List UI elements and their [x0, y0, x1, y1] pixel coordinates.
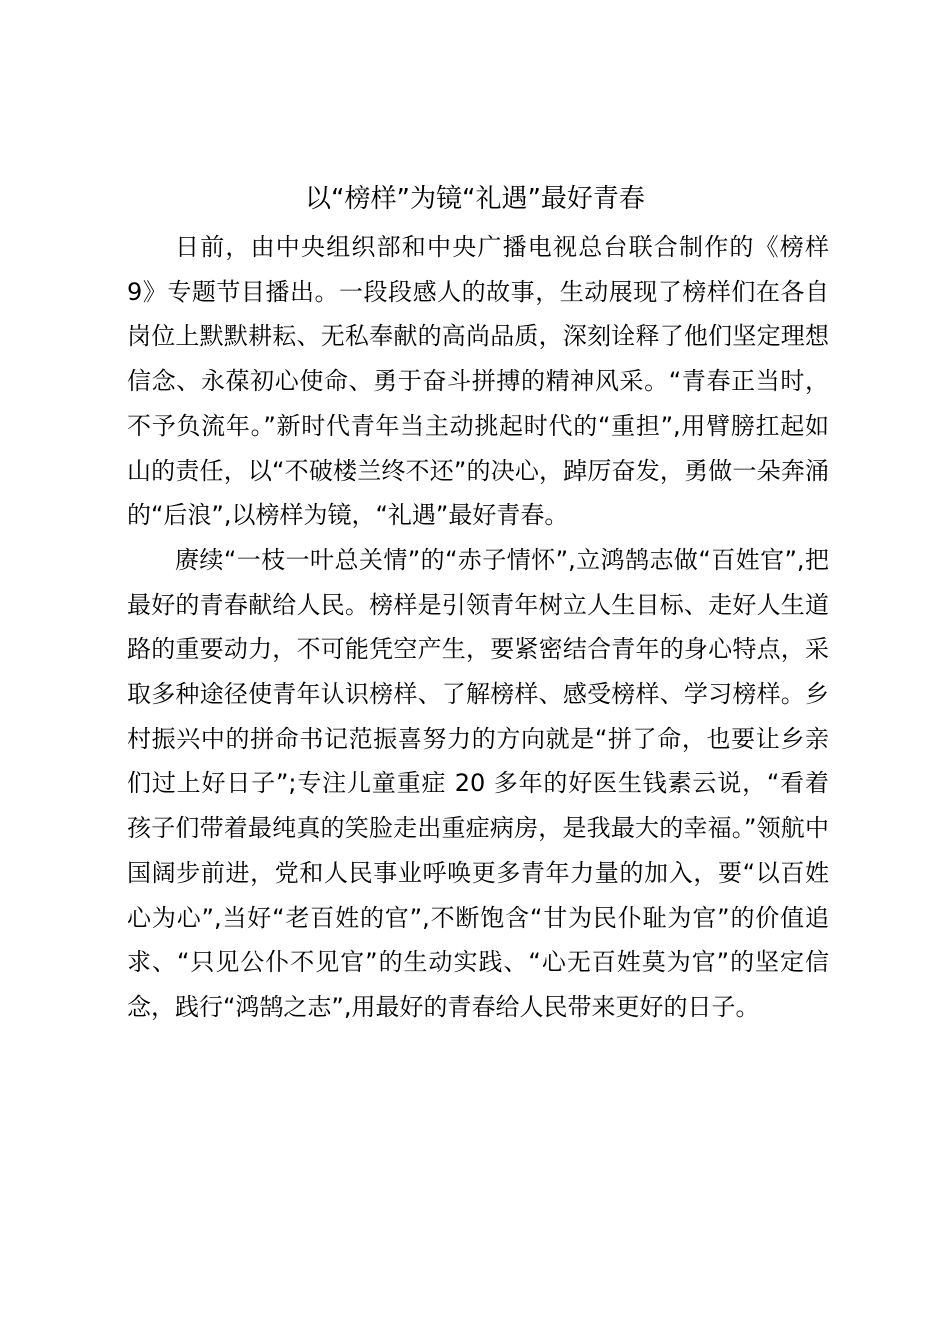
paragraph-2: 赓续“一枝一叶总关情”的“赤子情怀”,立鸿鹄志做“百姓官”,把最好的青春献给人民。榜样是引领青年树立人生目标、走好人生道路的重要动力，不可能凭空产生，要紧密结合青年的身心特点，采取多种途径使青年认识榜样、了解榜样、感受榜样、学习榜样。乡村振兴中的拼命书记范振喜努力的方向就是“拼了命，也要让乡亲们过上好日子”;专注儿童重症 20 多年的好医生钱素云说，“看着孩子们带着最纯真的笑脸走出重症病房，是我最大的幸福。”领航中国阔步前进，党和人民事业呼唤更多青年力量的加入，要“以百姓心为心”,当好“老百姓的官”,不断饱含“甘为民仆耻为官”的价值追求、“只见公仆不见官”的生动实践、“心无百姓莫为官”的坚定信念，践行“鸿鹄之志”,用最好的青春给人民带来更好的日子。 [127, 545, 829, 1021]
document-body [127, 225, 829, 1030]
paragraph-1: 日前，由中央组织部和中央广播电视总台联合制作的《榜样 9》专题节目播出。一段段感人的故事，生动展现了榜样们在各自岗位上默默耕耘、无私奉献的高尚品质，深刻诠释了他们坚定理想信念、永葆初心使命、勇于奋斗拼搏的精神风采。“青春正当时，不予负流年。”新时代青年当主动挑起时代的“重担”,用臂膀扛起如山的责任，以“不破楼兰终不还”的决心，踔厉奋发，勇做一朵奔涌的“后浪”,以榜样为镜，“礼遇”最好青春。 [127, 233, 829, 530]
document-title: 以“榜样”为镜“礼遇”最好青春 [305, 184, 645, 214]
